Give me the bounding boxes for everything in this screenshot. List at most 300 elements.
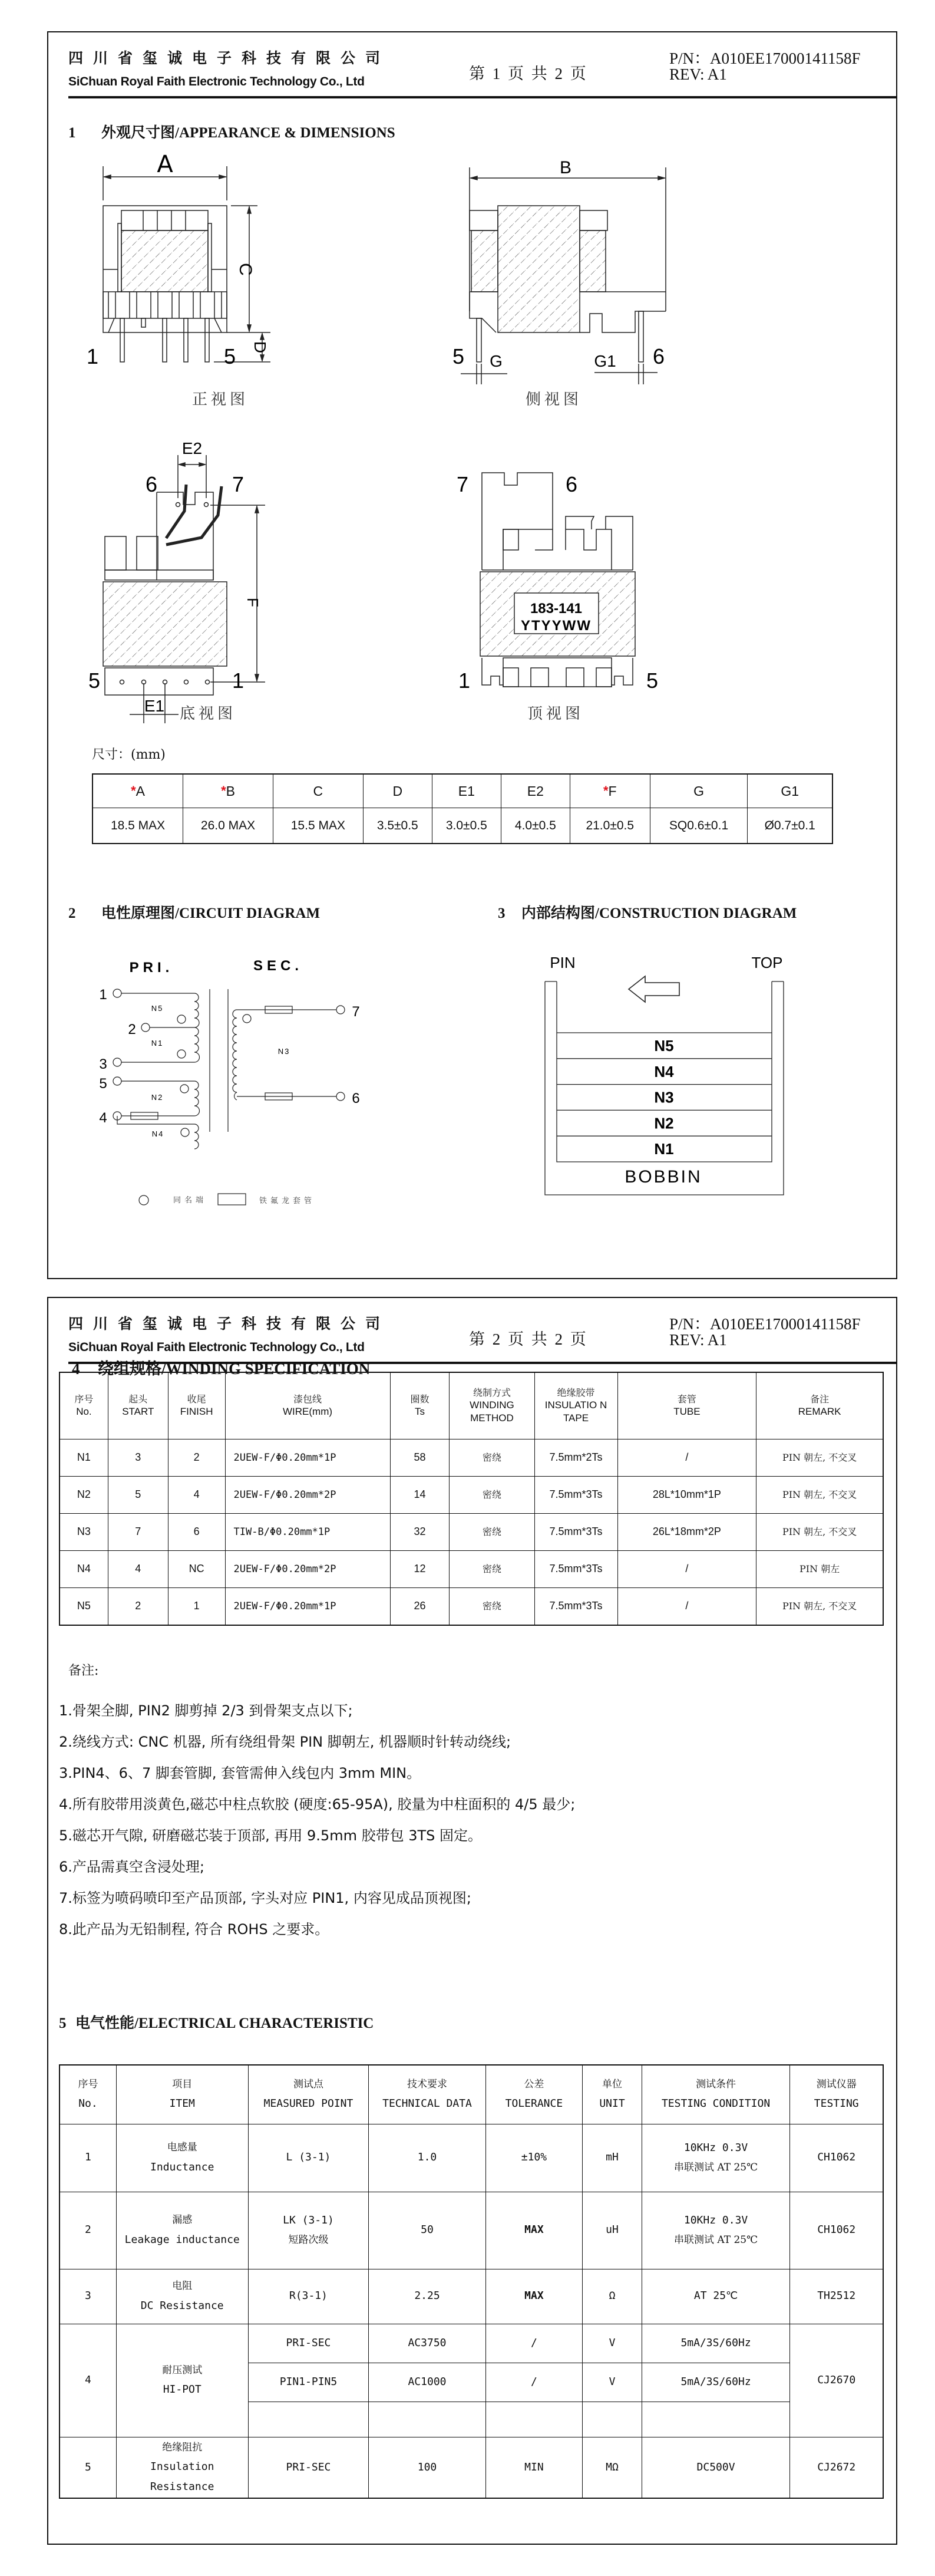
tolerance: MAX xyxy=(485,2192,583,2269)
technical-data: 50 xyxy=(369,2192,485,2269)
section-title-text: 绕组规格/WINDING SPECIFICATION xyxy=(98,1360,371,1378)
marking-line-1: 183-141 xyxy=(530,601,583,617)
winding-n2: N2 xyxy=(151,1093,164,1102)
hipot-cond: 5mA/3S/60Hz xyxy=(642,2324,790,2363)
revision: REV: A1 xyxy=(669,1331,727,1349)
column-header xyxy=(168,1372,225,1439)
page-header xyxy=(68,32,896,97)
item-en: Insulation xyxy=(150,2460,214,2473)
testing-condition: 10KHz 0.3V xyxy=(683,2214,748,2227)
pin-label-5: 5 xyxy=(223,344,236,368)
column-header-en: TUBE xyxy=(673,1406,701,1418)
winding-tape: 7.5mm*3Ts xyxy=(534,1588,617,1626)
column-header-en: WIRE(mm) xyxy=(283,1406,333,1418)
testing-condition-note: 串联测试 AT 25℃ xyxy=(673,2234,758,2246)
winding-finish: 2 xyxy=(168,1439,225,1477)
column-header-cn: 备注 xyxy=(810,1393,830,1405)
pin-1: 1 xyxy=(99,987,107,1003)
critical-star-icon: * xyxy=(221,783,226,798)
winding-tape: 7.5mm*3Ts xyxy=(534,1477,617,1514)
winding-tape: 7.5mm*2Ts xyxy=(534,1439,617,1477)
column-header-cn: 单位 xyxy=(602,2078,622,2090)
item-cell xyxy=(116,2124,248,2192)
winding-row xyxy=(60,1551,883,1588)
column-header-en: Ts xyxy=(414,1406,425,1418)
revision: REV: A1 xyxy=(669,65,727,83)
winding-no: N2 xyxy=(60,1477,108,1514)
hipot-point: PIN1-PIN5 xyxy=(248,2363,369,2402)
testing-condition-cell xyxy=(642,2192,790,2269)
dim-label-c: C xyxy=(236,263,255,276)
dimension-name-cell xyxy=(650,774,748,808)
winding-turns: 26 xyxy=(390,1588,450,1626)
column-header xyxy=(756,1372,883,1439)
pin-label-5-side: 5 xyxy=(452,344,465,368)
item-en: DC Resistance xyxy=(140,2299,224,2312)
measured-point: R(3-1) xyxy=(289,2290,328,2302)
dimension-header-row xyxy=(92,774,832,808)
column-header-en: REMARK xyxy=(798,1406,841,1418)
winding-tube: / xyxy=(617,1551,756,1588)
column-header-en: MEASURED POINT xyxy=(263,2097,353,2110)
pin-label-5-top: 5 xyxy=(646,668,659,693)
dimension-name: E1 xyxy=(458,783,475,799)
measured-point-cell xyxy=(248,2269,369,2324)
winding-start: 2 xyxy=(108,1588,168,1626)
pin-2: 2 xyxy=(128,1022,136,1037)
winding-layer-label: N1 xyxy=(654,1140,674,1158)
column-header-en: UNIT xyxy=(599,2097,625,2110)
winding-remark: PIN 朝左, 不交叉 xyxy=(756,1477,883,1514)
column-header-en: ITEM xyxy=(169,2097,195,2110)
pin-label-1-top: 1 xyxy=(458,668,471,693)
item-en: Leakage inductance xyxy=(124,2233,240,2246)
column-header xyxy=(534,1372,617,1439)
insulation-tol: MIN xyxy=(485,2437,583,2498)
winding-no: N5 xyxy=(60,1588,108,1626)
dimension-name: F xyxy=(608,783,617,799)
measured-point-cell xyxy=(248,2124,369,2192)
column-header xyxy=(60,1372,108,1439)
technical-data: 1.0 xyxy=(369,2124,485,2192)
winding-tube: 28L*10mm*1P xyxy=(617,1477,756,1514)
pin-3: 3 xyxy=(99,1056,107,1072)
winding-n4: N4 xyxy=(151,1129,164,1138)
bottom-view-caption: 底视图 xyxy=(180,705,237,723)
row-number: 5 xyxy=(60,2437,116,2498)
winding-n5: N5 xyxy=(151,1004,164,1013)
note-item: 3.PIN4、6、7 脚套管脚, 套管需伸入线包内 3mm MIN。 xyxy=(59,1765,421,1781)
testing-condition: AT 25℃ xyxy=(693,2290,738,2302)
dimension-value: SQ0.6±0.1 xyxy=(650,808,748,844)
winding-finish: 1 xyxy=(168,1588,225,1626)
row-number: 3 xyxy=(60,2269,116,2324)
page-number: 第 2 页 共 2 页 xyxy=(469,1330,588,1348)
winding-no: N3 xyxy=(60,1514,108,1551)
dimension-value: Ø0.7±0.1 xyxy=(748,808,832,844)
section-title-text: 电气性能/ELECTRICAL CHARACTERISTIC xyxy=(75,2015,374,2031)
column-header-en: No. xyxy=(76,1406,92,1418)
dimension-value: 18.5 MAX xyxy=(92,808,183,844)
testing-instrument: CH1062 xyxy=(790,2124,883,2192)
top-view-caption: 顶视图 xyxy=(527,705,584,723)
hipot-unit: V xyxy=(583,2324,642,2363)
winding-method: 密绕 xyxy=(450,1588,534,1626)
dimension-name: G xyxy=(693,783,704,799)
section-2-title xyxy=(68,901,320,923)
column-header xyxy=(450,1372,534,1439)
item-cell xyxy=(116,2324,248,2437)
company-name-en: SiChuan Royal Faith Electronic Technology Co., Ltd xyxy=(68,1340,365,1354)
insulation-instr: CJ2672 xyxy=(790,2437,883,2498)
column-header-en: FINISH xyxy=(180,1406,213,1418)
column-header-en: INSULATIO N TAPE xyxy=(544,1399,607,1424)
row-number: 4 xyxy=(60,2324,116,2437)
testing-condition-cell xyxy=(642,2124,790,2192)
electrical-row xyxy=(60,2124,883,2192)
item-en: Inductance xyxy=(150,2160,214,2173)
column-header xyxy=(108,1372,168,1439)
item-cell xyxy=(116,2437,248,2498)
tolerance: ±10% xyxy=(485,2124,583,2192)
winding-start: 7 xyxy=(108,1514,168,1551)
dimension-value: 3.5±0.5 xyxy=(363,808,432,844)
winding-row xyxy=(60,1514,883,1551)
measured-point: L (3-1) xyxy=(286,2151,331,2164)
winding-turns: 12 xyxy=(390,1551,450,1588)
winding-start: 3 xyxy=(108,1439,168,1477)
hipot-data: AC3750 xyxy=(369,2324,485,2363)
winding-remark: PIN 朝左, 不交叉 xyxy=(756,1588,883,1626)
marking-line-2: YTYYWW xyxy=(521,618,592,634)
winding-turns: 14 xyxy=(390,1477,450,1514)
winding-start: 4 xyxy=(108,1551,168,1588)
pin-label-6-top: 6 xyxy=(565,472,578,496)
pin-label-7-bottom: 7 xyxy=(232,472,245,496)
side-view-drawing xyxy=(419,131,702,390)
dimension-name-cell xyxy=(92,774,183,808)
testing-instrument: CH1062 xyxy=(790,2192,883,2269)
winding-wire: 2UEW-F/Φ0.20mm*1P xyxy=(225,1588,390,1626)
section-title-text: 内部结构图/CONSTRUCTION DIAGRAM xyxy=(521,905,797,921)
column-header-en: TECHNICAL DATA xyxy=(382,2097,472,2110)
testing-condition: 10KHz 0.3V xyxy=(683,2142,748,2155)
construction-diagram xyxy=(473,933,885,1239)
column-header-cn: 绝缘胶带 xyxy=(557,1386,595,1398)
winding-wire: TIW-B/Φ0.20mm*1P xyxy=(225,1514,390,1551)
electrical-row xyxy=(60,2269,883,2324)
hipot-row xyxy=(60,2324,883,2363)
spec-page-1 xyxy=(47,31,897,1279)
winding-remark: PIN 朝左 xyxy=(756,1551,883,1588)
winding-layer-label: N3 xyxy=(654,1088,674,1106)
column-header xyxy=(583,2065,642,2124)
hipot-unit xyxy=(583,2402,642,2437)
dimension-value: 15.5 MAX xyxy=(273,808,363,844)
winding-header-row xyxy=(60,1372,883,1439)
hipot-point: PRI-SEC xyxy=(248,2324,369,2363)
dimension-value: 4.0±0.5 xyxy=(501,808,570,844)
column-header xyxy=(369,2065,485,2124)
secondary-label: SEC. xyxy=(253,958,303,974)
column-header xyxy=(390,1372,450,1439)
hipot-cond: 5mA/3S/60Hz xyxy=(642,2363,790,2402)
critical-star-icon: * xyxy=(603,783,609,798)
pin-label-7-top: 7 xyxy=(456,472,469,496)
page-header xyxy=(68,1298,896,1363)
column-header xyxy=(116,2065,248,2124)
winding-spec-table xyxy=(59,1372,884,1626)
front-view-caption: 正视图 xyxy=(192,391,249,409)
dimension-table xyxy=(92,773,833,844)
electrical-row xyxy=(60,2192,883,2269)
pin-label-1: 1 xyxy=(86,344,99,368)
column-header-cn: 圈数 xyxy=(410,1393,429,1405)
testing-condition-note: 串联测试 AT 25℃ xyxy=(673,2162,758,2174)
note-item: 4.所有胶带用淡黄色,磁芯中柱点软胶 (硬度:65-95A), 胶量为中柱面积的 4/5 最少; xyxy=(59,1796,576,1813)
column-header-cn: 测试点 xyxy=(293,2078,323,2090)
hipot-tol: / xyxy=(485,2324,583,2363)
unit: mH xyxy=(583,2124,642,2192)
section-number: 1 xyxy=(68,125,76,141)
dimension-value: 21.0±0.5 xyxy=(570,808,650,844)
dimension-name-cell xyxy=(748,774,832,808)
bobbin-label: BOBBIN xyxy=(625,1167,702,1187)
measured-point-cell xyxy=(248,2192,369,2269)
winding-tape: 7.5mm*3Ts xyxy=(534,1551,617,1588)
dimension-name-cell xyxy=(183,774,273,808)
column-header-cn: 绕制方式 xyxy=(473,1386,511,1398)
column-header xyxy=(248,2065,369,2124)
electrical-header-row xyxy=(60,2065,883,2124)
header-rule xyxy=(68,96,897,98)
company-name-cn: 四川省玺诚电子科技有限公司 xyxy=(68,50,391,67)
top-view-drawing xyxy=(414,426,696,697)
item-cn: 漏感 xyxy=(172,2214,193,2226)
part-number: P/N：A010EE17000141158F xyxy=(669,50,861,67)
winding-wire: 2UEW-F/Φ0.20mm*2P xyxy=(225,1477,390,1514)
winding-wire: 2UEW-F/Φ0.20mm*2P xyxy=(225,1551,390,1588)
item-cell xyxy=(116,2192,248,2269)
dim-label-b: B xyxy=(559,158,572,177)
column-header-en: TESTING CONDITION xyxy=(661,2097,771,2110)
dimension-name-cell xyxy=(570,774,650,808)
winding-turns: 58 xyxy=(390,1439,450,1477)
notes-list xyxy=(59,1699,575,1949)
item-cn: 耐压测试 xyxy=(162,2364,203,2376)
note-item: 2.绕线方式: CNC 机器, 所有绕组骨架 PIN 脚朝左, 机器顺时针转动绕线; xyxy=(59,1734,511,1750)
dimension-name: C xyxy=(313,783,323,799)
hipot-point xyxy=(248,2402,369,2437)
column-header-cn: 起头 xyxy=(128,1393,148,1405)
measured-point: LK (3-1) xyxy=(283,2214,334,2227)
winding-no: N1 xyxy=(60,1439,108,1477)
column-header-en: No. xyxy=(78,2097,98,2110)
pin-4: 4 xyxy=(99,1110,107,1126)
measured-point-note: 短路次级 xyxy=(288,2234,329,2246)
winding-tube: 26L*18mm*2P xyxy=(617,1514,756,1551)
winding-layer-label: N5 xyxy=(654,1037,674,1055)
dimension-name: A xyxy=(136,783,146,799)
winding-remark: PIN 朝左, 不交叉 xyxy=(756,1439,883,1477)
winding-n1: N1 xyxy=(151,1039,164,1047)
dim-label-e1: E1 xyxy=(144,697,165,715)
note-item: 8.此产品为无铅制程, 符合 ROHS 之要求。 xyxy=(59,1921,329,1938)
item-cn: 绝缘阻抗 xyxy=(162,2441,203,2453)
winding-start: 5 xyxy=(108,1477,168,1514)
section-title-text: 外观尺寸图/APPEARANCE & DIMENSIONS xyxy=(101,125,395,141)
column-header-cn: 收尾 xyxy=(187,1393,206,1405)
column-header xyxy=(225,1372,390,1439)
winding-layer-label: N2 xyxy=(654,1114,674,1132)
dimension-name: D xyxy=(392,783,403,799)
front-view-drawing xyxy=(60,131,437,461)
winding-wire: 2UEW-F/Φ0.20mm*1P xyxy=(225,1439,390,1477)
section-number: 3 xyxy=(498,905,506,921)
winding-no: N4 xyxy=(60,1551,108,1588)
row-number: 2 xyxy=(60,2192,116,2269)
spec-page-2 xyxy=(47,1297,897,2545)
dimension-value: 26.0 MAX xyxy=(183,808,273,844)
dimension-name-cell xyxy=(273,774,363,808)
dimension-name-cell xyxy=(501,774,570,808)
note-item: 5.磁芯开气隙, 研磨磁芯装于顶部, 再用 9.5mm 胶带包 3TS 固定。 xyxy=(59,1827,483,1844)
section-3-title xyxy=(498,901,797,923)
winding-finish: 4 xyxy=(168,1477,225,1514)
dim-label-g1: G1 xyxy=(594,352,616,370)
notes-title: 备注: xyxy=(68,1663,99,1678)
section-number: 5 xyxy=(59,2015,67,2031)
testing-instrument: TH2512 xyxy=(790,2269,883,2324)
column-header-en: START xyxy=(122,1406,154,1418)
company-name-cn: 四川省玺诚电子科技有限公司 xyxy=(68,1315,391,1332)
section-number: 4 xyxy=(72,1360,80,1378)
winding-turns: 32 xyxy=(390,1514,450,1551)
side-view-caption: 侧视图 xyxy=(526,391,583,409)
dimension-name: G1 xyxy=(781,783,799,799)
hipot-unit: V xyxy=(583,2363,642,2402)
column-header-cn: 公差 xyxy=(524,2078,544,2090)
pin-5: 5 xyxy=(99,1076,107,1092)
item-en: HI-POT xyxy=(163,2383,201,2396)
dimension-name-cell xyxy=(432,774,501,808)
dimension-value: 3.0±0.5 xyxy=(432,808,501,844)
company-name-en: SiChuan Royal Faith Electronic Technology Co., Ltd xyxy=(68,75,365,88)
section-title-text: 电性原理图/CIRCUIT DIAGRAM xyxy=(101,905,321,921)
winding-finish: 6 xyxy=(168,1514,225,1551)
column-header-cn: 序号 xyxy=(74,1393,94,1405)
insulation-data: 100 xyxy=(369,2437,485,2498)
column-header-cn: 序号 xyxy=(78,2078,98,2090)
item-en: Resistance xyxy=(150,2480,214,2493)
winding-method: 密绕 xyxy=(450,1439,534,1477)
column-header-cn: 套管 xyxy=(677,1393,696,1405)
column-header-cn: 测试仪器 xyxy=(816,2078,857,2090)
winding-tube: / xyxy=(617,1439,756,1477)
tolerance: MAX xyxy=(485,2269,583,2324)
note-item: 1.骨架全脚, PIN2 脚剪掉 2/3 到骨架支点以下; xyxy=(59,1702,353,1719)
item-cell xyxy=(116,2269,248,2324)
row-number: 1 xyxy=(60,2124,116,2192)
item-cn: 电阻 xyxy=(172,2280,193,2292)
dimension-name: B xyxy=(226,783,235,799)
winding-remark: PIN 朝左, 不交叉 xyxy=(756,1514,883,1551)
column-header xyxy=(790,2065,883,2124)
dim-label-e2: E2 xyxy=(181,439,203,457)
insulation-unit: MΩ xyxy=(583,2437,642,2498)
technical-data: 2.25 xyxy=(369,2269,485,2324)
winding-method: 密绕 xyxy=(450,1551,534,1588)
pin-label-6-bottom: 6 xyxy=(145,472,158,496)
column-header-en: TESTING xyxy=(814,2097,859,2110)
dimension-name: E2 xyxy=(527,783,544,799)
dim-label-d: D xyxy=(251,341,269,354)
note-item: 7.标签为喷码喷印至产品顶部, 字头对应 PIN1, 内容见成品顶视图; xyxy=(59,1890,471,1906)
legend-dot-label: 同名端 xyxy=(173,1195,207,1204)
winding-tube: / xyxy=(617,1588,756,1626)
page-number: 第 1 页 共 2 页 xyxy=(469,65,588,83)
winding-row xyxy=(60,1588,883,1626)
primary-label: PRI. xyxy=(129,960,174,976)
pin-label-6-side: 6 xyxy=(652,344,665,368)
column-header-en: TOLERANCE xyxy=(505,2097,563,2110)
dimension-value-row xyxy=(92,808,832,844)
hipot-tol: / xyxy=(485,2363,583,2402)
testing-condition-cell xyxy=(642,2269,790,2324)
legend-tube-label: 铁氟龙套管 xyxy=(259,1196,316,1205)
column-header-cn: 测试条件 xyxy=(696,2078,736,2090)
pin-6: 6 xyxy=(352,1091,360,1106)
pin-7: 7 xyxy=(352,1004,360,1020)
testing-instrument: CJ2670 xyxy=(790,2324,883,2437)
hipot-tol xyxy=(485,2402,583,2437)
insulation-cond: DC500V xyxy=(642,2437,790,2498)
pin-label-5-bottom: 5 xyxy=(88,668,101,693)
unit: uH xyxy=(583,2192,642,2269)
part-number: P/N：A010EE17000141158F xyxy=(669,1315,861,1333)
section-number: 2 xyxy=(68,905,76,921)
column-header xyxy=(60,2065,116,2124)
hipot-data: AC1000 xyxy=(369,2363,485,2402)
pin-label-1-bottom: 1 xyxy=(232,668,245,693)
column-header xyxy=(642,2065,790,2124)
winding-method: 密绕 xyxy=(450,1514,534,1551)
hipot-data xyxy=(369,2402,485,2437)
dim-label-a: A xyxy=(157,151,173,178)
column-header-cn: 技术要求 xyxy=(407,2078,447,2090)
dimension-name-cell xyxy=(363,774,432,808)
note-item: 6.产品需真空含浸处理; xyxy=(59,1859,204,1875)
section-5-title xyxy=(59,2011,374,2033)
column-header xyxy=(485,2065,583,2124)
winding-row xyxy=(60,1439,883,1477)
hipot-cond xyxy=(642,2402,790,2437)
electrical-characteristic-table xyxy=(59,2064,884,2499)
circuit-diagram xyxy=(60,933,473,1239)
winding-layer-label: N4 xyxy=(654,1062,674,1081)
column-header xyxy=(617,1372,756,1439)
winding-row xyxy=(60,1477,883,1514)
dim-label-g: G xyxy=(490,352,503,370)
dim-label-f: F xyxy=(244,598,262,607)
dimension-unit-label: 尺寸：(mm) xyxy=(92,747,166,762)
winding-finish: NC xyxy=(168,1551,225,1588)
column-header-en: WINDING METHOD xyxy=(470,1399,514,1424)
column-header-cn: 项目 xyxy=(172,2078,193,2090)
critical-star-icon: * xyxy=(131,783,136,798)
item-cn: 电感量 xyxy=(167,2142,197,2154)
winding-tape: 7.5mm*3Ts xyxy=(534,1514,617,1551)
